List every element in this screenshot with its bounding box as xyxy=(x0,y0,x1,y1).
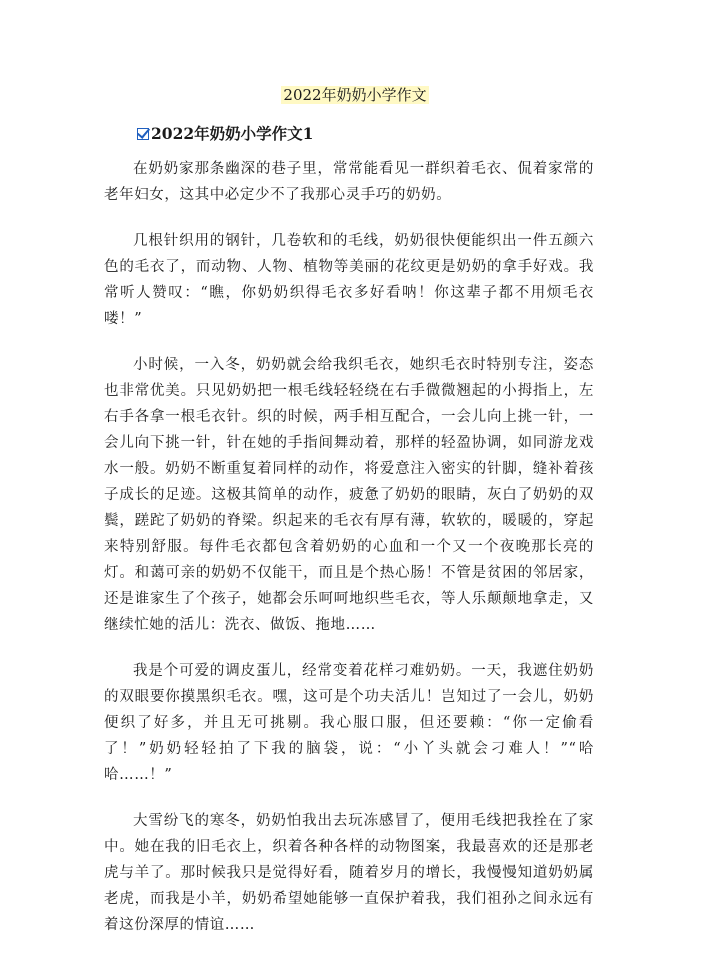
paragraph: 在奶奶家那条幽深的巷子里，常常能看见一群织着毛衣、侃着家常的老年妇女，这其中必定少不了我那心灵手巧的奶奶。 xyxy=(104,161,594,203)
document-title xyxy=(0,84,710,106)
document-title-text: 2022年奶奶小学作文 xyxy=(283,86,427,104)
section-heading xyxy=(137,123,313,145)
essay-body xyxy=(104,156,594,958)
checkbox-checked-icon xyxy=(137,128,149,140)
paragraph: 我是个可爱的调皮蛋儿，经常变着花样刁难奶奶。一天，我遮住奶奶的双眼要你摸黑织毛衣。嘿，这可是个功夫活儿！岂知过了一会儿，奶奶便织了好多，并且无可挑剔。我心服口服，但还要赖：“你一定偷看了！”奶奶轻轻拍了下我的脑袋，说：“小丫头就会刁难人！”“哈哈……！” xyxy=(104,663,594,783)
paragraph: 小时候，一入冬，奶奶就会给我织毛衣，她织毛衣时特别专注，姿态也非常优美。只见奶奶把一根毛线轻轻绕在右手微微翘起的小拇指上，左右手各拿一根毛衣针。织的时候，两手相互配合，一会儿向上挑一针，一会儿向下挑一针，针在她的手指间舞动着，那样的轻盈协调，如同游龙戏水一般。奶奶不断重复着同样的动作，将爱意注入密实的针脚，缝补着孩子成长的足迹。这极其简单的动作，疲惫了奶奶的眼睛，灰白了奶奶的双鬓，蹉跎了奶奶的脊梁。织起来的毛衣有厚有薄，软软的，暖暖的，穿起来特别舒服。每件毛衣都包含着奶奶的心血和一个又一个夜晚那长亮的灯。和蔼可亲的奶奶不仅能干，而且是个热心肠！不管是贫困的邻居家，还是谁家生了个孩子，她都会乐呵呵地织些毛衣，等人乐颠颠地拿走，又继续忙她的活儿：洗衣、做饭、拖地…… xyxy=(104,357,594,633)
section-heading-text: 2022年奶奶小学作文1 xyxy=(151,124,314,143)
paragraph: 大雪纷飞的寒冬，奶奶怕我出去玩冻感冒了，便用毛线把我拴在了家中。她在我的旧毛衣上，织着各种各样的动物图案，我最喜欢的还是那老虎与羊了。那时候我只是觉得好看，随着岁月的增长，我慢慢知道奶奶属老虎，而我是小羊，奶奶希望她能够一直保护着我，我们祖孙之间永远有着这份深厚的情谊…… xyxy=(104,813,594,933)
paragraph: 几根针织用的钢针，几卷软和的毛线，奶奶很快便能织出一件五颜六色的毛衣了，而动物、人物、植物等美丽的花纹更是奶奶的拿手好戏。我常听人赞叹：“瞧，你奶奶织得毛衣多好看呐！你这辈子都不用烦毛衣喽！” xyxy=(104,233,594,327)
